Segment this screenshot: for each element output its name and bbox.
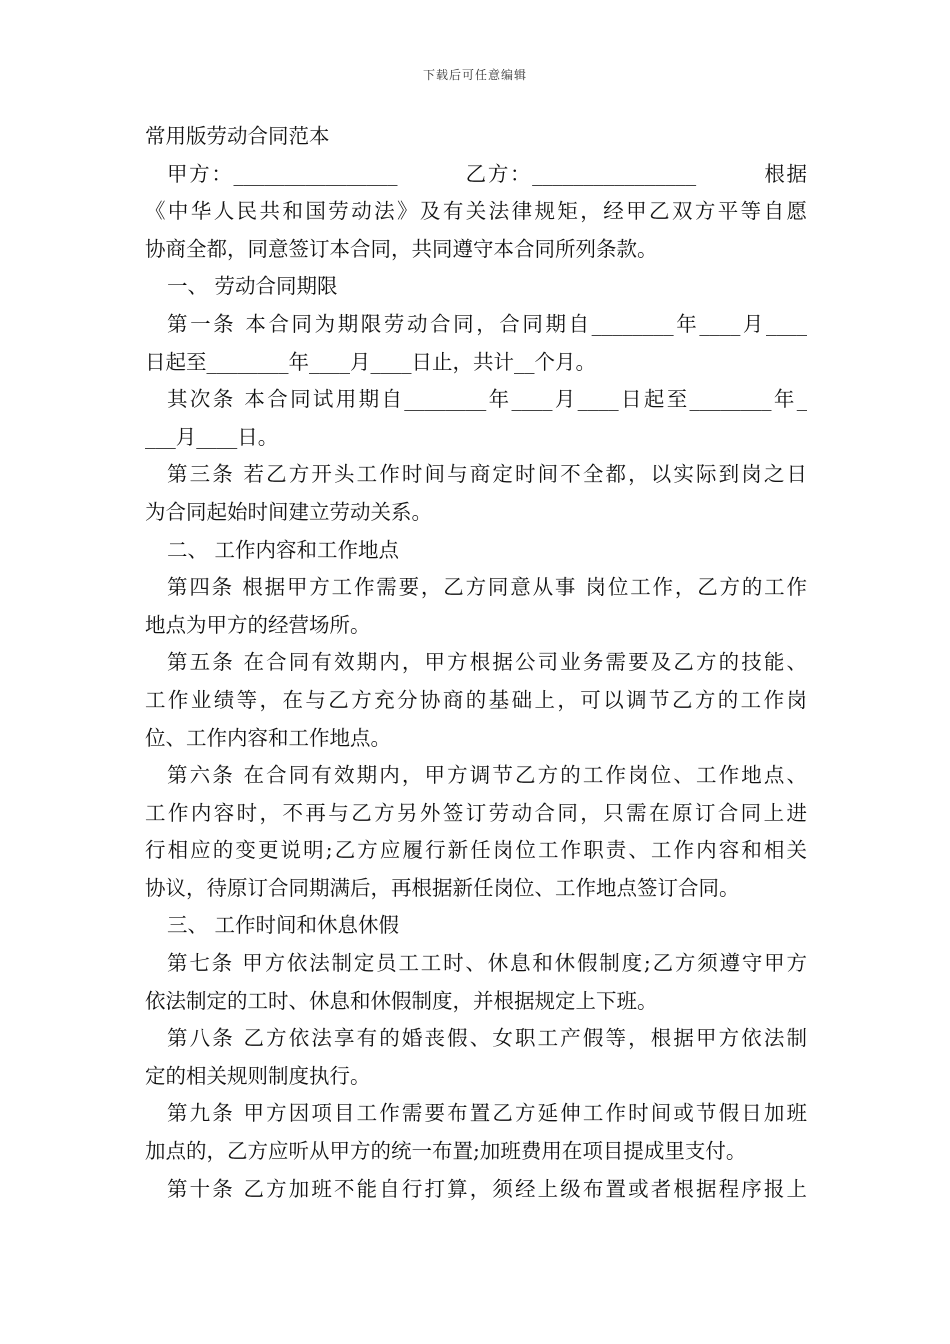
paragraph-line: 依法制定的工时、休息和休假制度，并根据规定上下班。 xyxy=(145,988,658,1013)
article-line: 第七条 甲方依法制定员工工时、休息和休假制度;乙方须遵守甲方 xyxy=(167,951,807,976)
paragraph-line: 协议，待原订合同期满后，再根据新任岗位、工作地点签订合同。 xyxy=(145,875,740,900)
article-line: 第六条 在合同有效期内，甲方调节乙方的工作岗位、工作地点、 xyxy=(167,763,807,788)
parties-line: 甲方：________________ 乙方：________________ 根据 xyxy=(167,161,807,186)
article-line: 第三条 若乙方开头工作时间与商定时间不全都，以实际到岗之日 xyxy=(167,462,807,487)
page-header-note: 下载后可任意编辑 xyxy=(422,68,527,82)
paragraph-line: ___月____日。 xyxy=(145,424,279,449)
paragraph-line: 加点的，乙方应听从甲方的统一布置;加班费用在项目提成里支付。 xyxy=(145,1139,747,1164)
paragraph-line: 行相应的变更说明;乙方应履行新任岗位工作职责、工作内容和相关 xyxy=(145,838,807,863)
paragraph-line: 日起至________年____月____日止，共计__个月。 xyxy=(145,349,596,374)
paragraph-line: 《中华人民共和国劳动法》及有关法律规矩，经甲乙双方平等自愿 xyxy=(145,199,807,224)
article-line: 其次条 本合同试用期自________年____月____日起至________年_ xyxy=(167,387,807,412)
paragraph-line: 为合同起始时间建立劳动关系。 xyxy=(145,499,432,524)
document-title: 常用版劳动合同范本 xyxy=(145,124,330,148)
article-line: 第一条 本合同为期限劳动合同，合同期自________年____月____ xyxy=(167,311,807,336)
article-line: 第九条 甲方因项目工作需要布置乙方延伸工作时间或节假日加班 xyxy=(167,1101,807,1126)
section-heading: 二、 工作内容和工作地点 xyxy=(167,537,400,562)
paragraph-line: 定的相关规则制度执行。 xyxy=(145,1063,371,1088)
article-line: 第十条 乙方加班不能自行打算，须经上级布置或者根据程序报上 xyxy=(167,1176,807,1201)
paragraph-line: 工作业绩等，在与乙方充分协商的基础上，可以调节乙方的工作岗 xyxy=(145,687,807,712)
article-line: 第四条 根据甲方工作需要，乙方同意从事 岗位工作，乙方的工作 xyxy=(167,575,807,600)
section-heading: 三、 工作时间和休息休假 xyxy=(167,913,400,938)
contract-body xyxy=(145,118,807,1208)
article-line: 第八条 乙方依法享有的婚丧假、女职工产假等，根据甲方依法制 xyxy=(167,1026,807,1051)
paragraph-line: 地点为甲方的经营场所。 xyxy=(145,612,371,637)
paragraph-line: 工作内容时，不再与乙方另外签订劳动合同，只需在原订合同上进 xyxy=(145,800,807,825)
article-line: 第五条 在合同有效期内，甲方根据公司业务需要及乙方的技能、 xyxy=(167,650,807,675)
paragraph-line: 位、工作内容和工作地点。 xyxy=(145,725,391,750)
section-heading: 一、 劳动合同期限 xyxy=(167,274,338,299)
paragraph-line: 协商全都，同意签订本合同，共同遵守本合同所列条款。 xyxy=(145,236,658,261)
